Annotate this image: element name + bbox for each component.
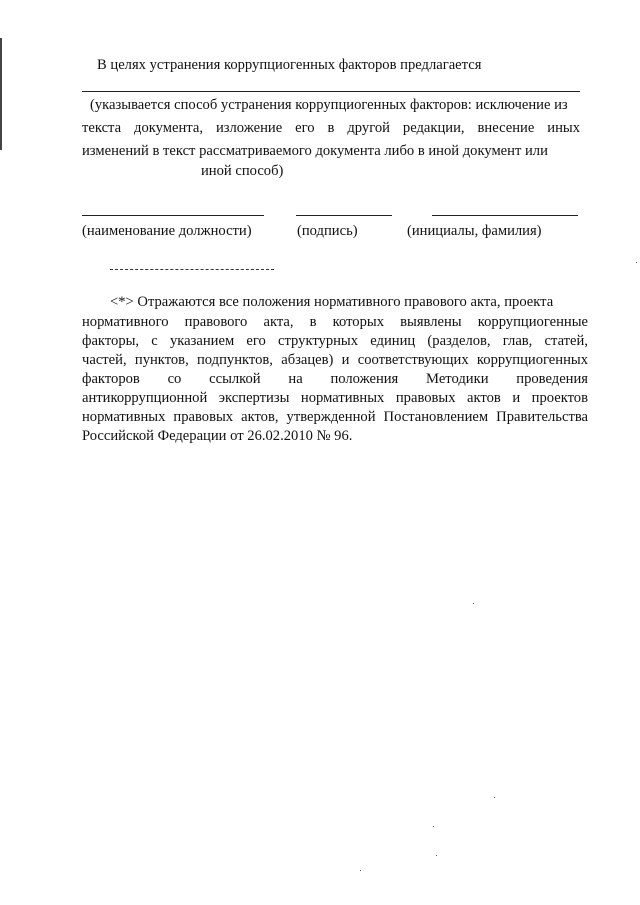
position-line: [82, 215, 264, 216]
footnote-separator: [110, 269, 274, 270]
fill-in-line: [82, 91, 580, 92]
footnote-line-3: факторы, с указанием его структурных единиц (разделов, глав, статей,: [82, 333, 588, 349]
method-note-line-3: изменений в текст рассматриваемого документа либо в иной документ или: [82, 143, 548, 159]
footnote-line-7: нормативных правовых актов, утвержденной Постановлением Правительства: [82, 409, 588, 425]
scan-speck: [473, 603, 474, 604]
method-note-line-4: иной способ): [201, 163, 284, 179]
name-label: (инициалы, фамилия): [407, 223, 542, 239]
footnote-line-5: факторов со ссылкой на положения Методики проведения: [82, 371, 588, 387]
scan-edge-mark: [0, 38, 2, 150]
scan-speck: [436, 855, 437, 856]
scan-speck: [433, 826, 434, 827]
footnote-line-4: частей, пунктов, подпунктов, абзацев) и соответствующих коррупциогенных: [82, 352, 588, 368]
name-line: [432, 215, 578, 216]
position-label: (наименование должности): [82, 223, 252, 239]
intro-line: В целях устранения коррупциогенных факторов предлагается: [97, 57, 482, 73]
footnote-line-8: Российской Федерации от 26.02.2010 № 96.: [82, 428, 353, 444]
scan-speck: [636, 262, 637, 263]
signature-label: (подпись): [297, 223, 358, 239]
method-note-line-2: текста документа, изложение его в другой редакции, внесение иных: [82, 120, 580, 136]
footnote-line-2: нормативного правового акта, в которых выявлены коррупциогенные: [82, 314, 588, 330]
footnote-line-6: антикоррупционной экспертизы нормативных правовых актов и проектов: [82, 390, 588, 406]
method-note-line-1: (указывается способ устранения коррупциогенных факторов: исключение из: [90, 97, 568, 113]
signature-line: [296, 215, 392, 216]
scan-speck: [494, 797, 495, 798]
scan-speck: [360, 870, 361, 871]
footnote-line-1: <*> Отражаются все положения нормативного правового акта, проекта: [110, 294, 554, 310]
